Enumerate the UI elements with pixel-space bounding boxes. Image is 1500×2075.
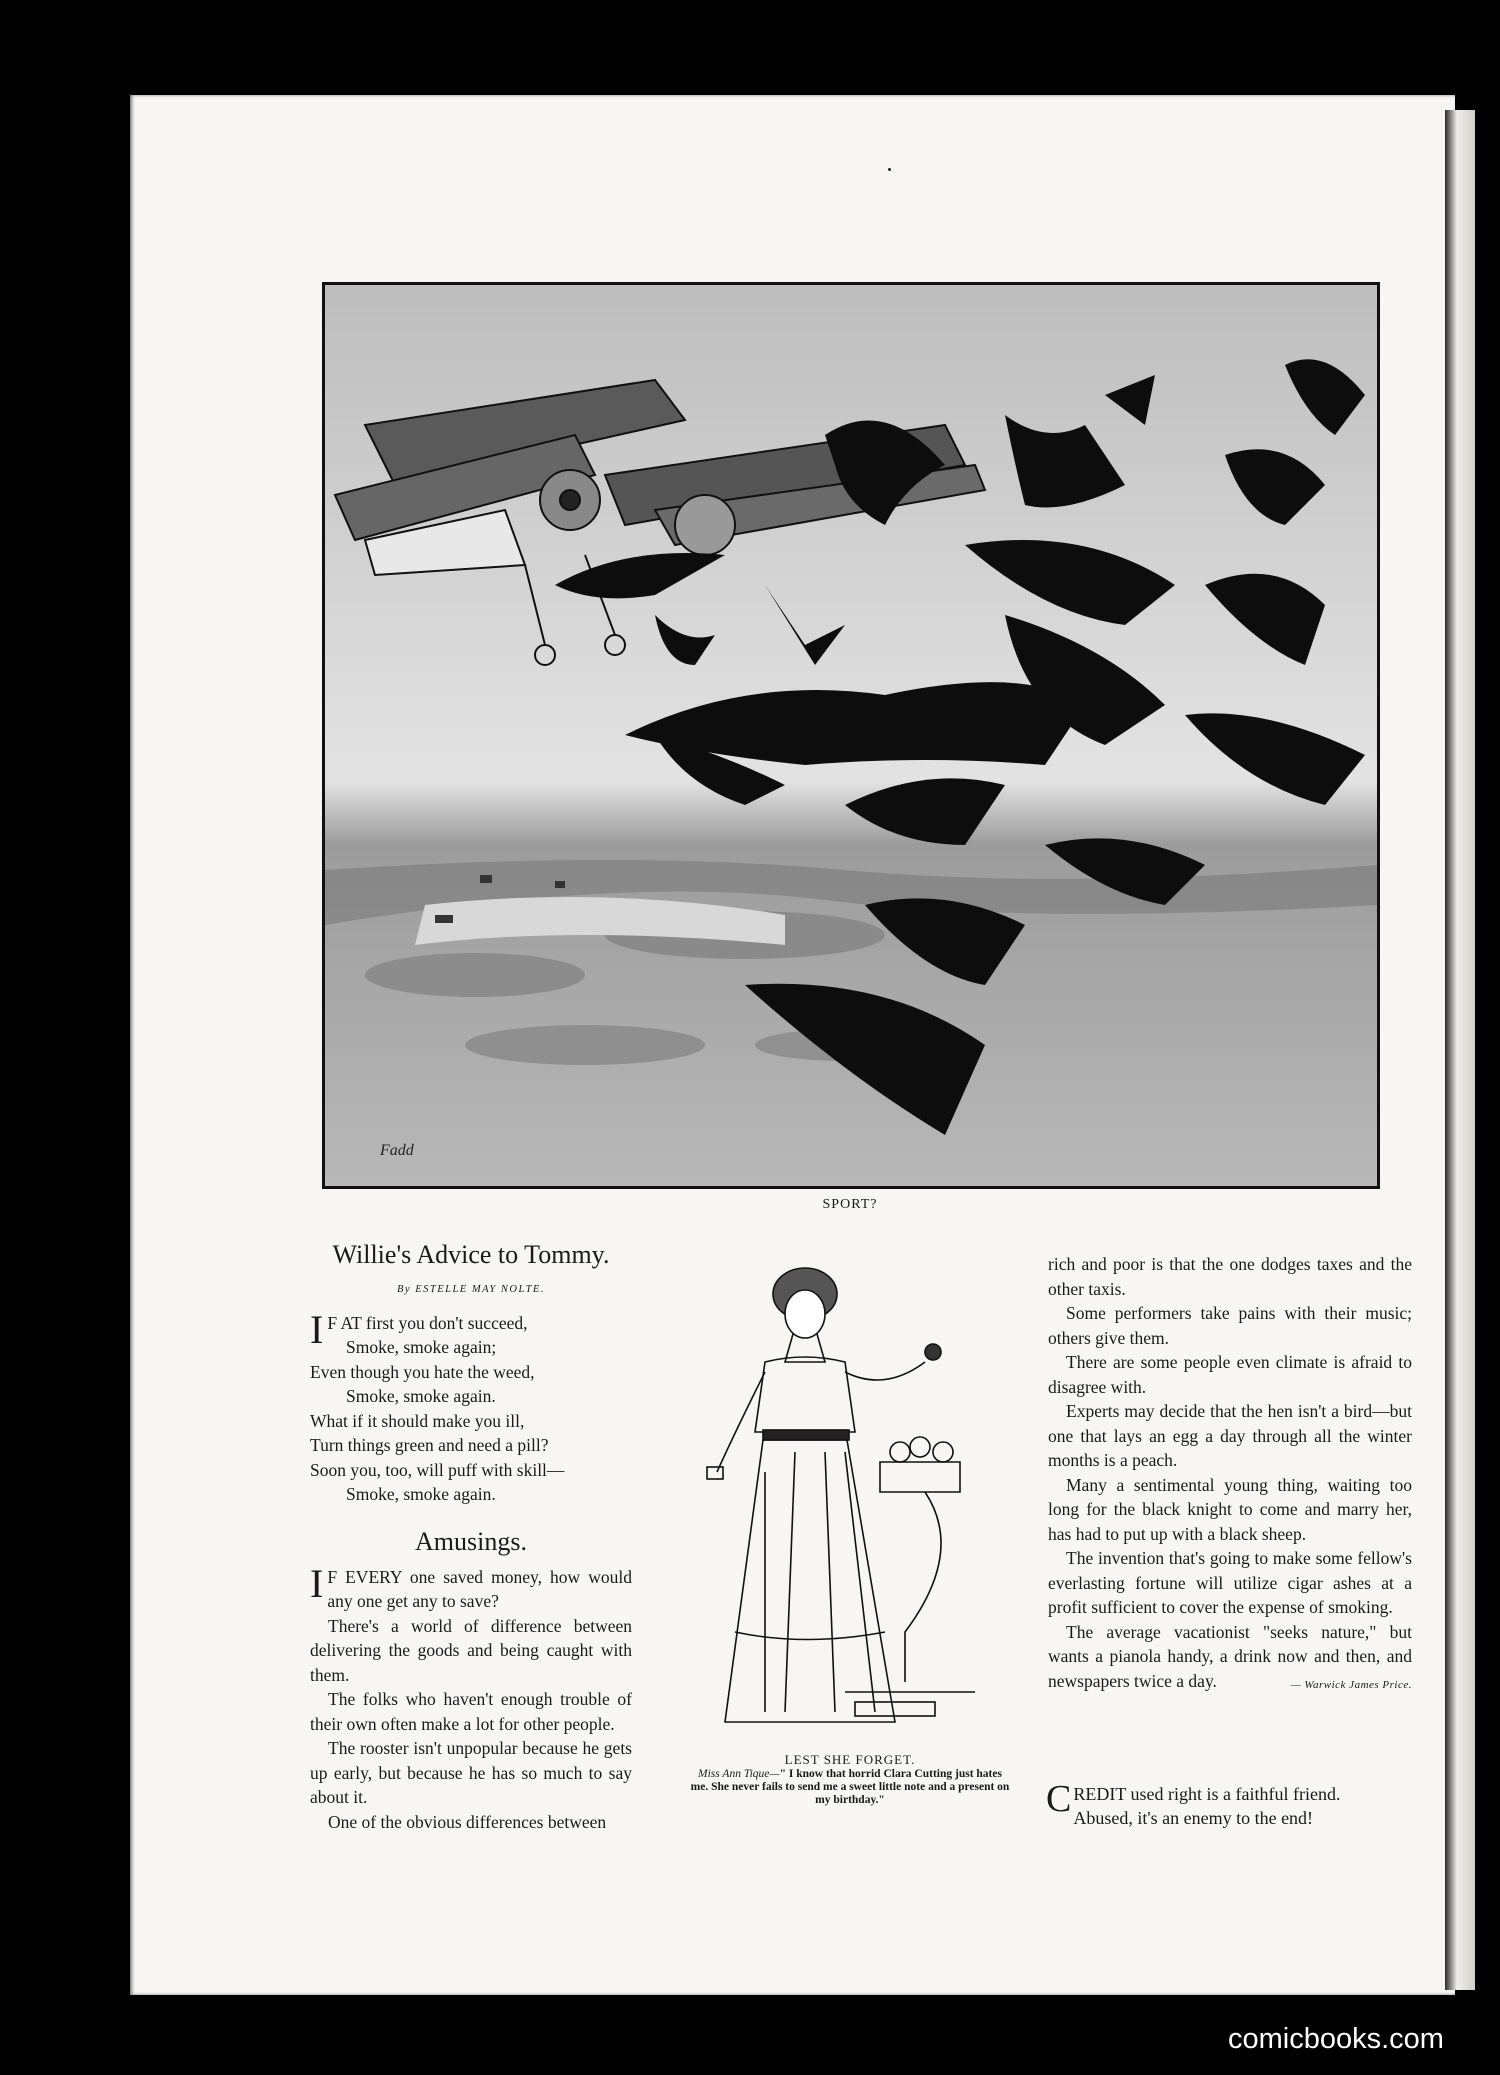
amusings-paragraph [1048,1620,1412,1694]
right-column [1048,1252,1412,1697]
amusings-paragraph: Experts may decide that the hen isn't a bird—but one that lays an egg a day through all the winter months is a peach. [1048,1401,1412,1470]
cartoon-speaker: Miss Ann Tique— [698,1768,780,1780]
amusings-paragraph: The invention that's going to make some fellow's everlasting fortune will utilize cigar ashes at a profit sufficient to cover the expense of smoking. [1048,1548,1412,1617]
poem-line: Turn things green and need a pill? [310,1435,549,1455]
cartoon-title: LEST SHE FORGET. [784,1752,916,1767]
poem-line: What if it should make you ill, [310,1410,525,1431]
amusings-paragraph: One of the obvious differences between [328,1811,607,1832]
vacationist-text: The average vacationist "seeks nature," but wants a pianola handy, a drink now and then, and newspapers twice a day. [1048,1621,1412,1691]
cartoon-quote-text: " I know that horrid Clara Cutting just hates me. She never fails to send me a sweet little note and a present on my birthday." [690,1768,1010,1806]
left-column [310,1238,632,1834]
amusings-dropcap: I [310,1560,324,1606]
poem-line: Smoke, smoke again; [346,1337,497,1357]
amusings-paragraph: Many a sentimental young thing, waiting too long for the black knight to come and marry her, has had to put up with a black sheep. [1048,1474,1412,1544]
poem-line: F AT first you don't succeed, [327,1312,528,1333]
speck [888,168,891,171]
amusings-paragraph [310,1560,632,1614]
credit-line-1: REDIT used right is a faithful friend. [1073,1784,1341,1804]
cartoon-quote [690,1768,1010,1807]
cartoon-caption [690,1752,1010,1807]
amusings-paragraph: There's a world of difference between delivering the goods and being caught with them. [310,1615,632,1685]
poem-byline: By ESTELLE MAY NOLTE. [397,1284,545,1295]
amusings-title: Amusings. [415,1526,527,1556]
poem-line: Even though you hate the weed, [310,1361,535,1382]
amusings-body [310,1560,632,1835]
credit-dropcap: C [1046,1778,1072,1820]
amusings-first-text: F EVERY one saved money, how would any one get any to save? [327,1566,632,1611]
poem-body [310,1306,632,1507]
poem-line: Smoke, smoke again. [346,1484,496,1504]
credit-line-2: Abused, it's an enemy to the end! [1073,1808,1314,1828]
amusings-paragraph: Some performers take pains with their music; others give them. [1048,1303,1412,1348]
artist-signature: Fadd [380,1142,414,1159]
lady-cartoon [705,1252,985,1742]
credit-couplet [1046,1778,1416,1830]
poem-title: Willie's Advice to Tommy. [332,1240,610,1269]
amusings-paragraph: The folks who haven't enough trouble of their own often make a lot for other people. [310,1689,632,1734]
page-spine [1445,110,1475,1990]
sport-illustration [322,282,1380,1189]
poem-line: Soon you, too, will puff with skill— [310,1459,565,1480]
poem-line: Smoke, smoke again. [346,1386,496,1406]
illustration-caption: SPORT? [822,1197,878,1212]
amusings-paragraph: There are some people even climate is afraid to disagree with. [1048,1352,1412,1397]
continued-paragraph: rich and poor is that the one dodges taxes and the other taxis. [1048,1254,1412,1299]
author-signature: — Warwick James Price. [1290,1678,1412,1691]
poem-dropcap: I [310,1306,324,1352]
amusings-paragraph: The rooster isn't unpopular because he gets up early, but because he has so much to say about it. [310,1738,632,1807]
site-watermark: comicbooks.com [1228,2023,1444,2055]
